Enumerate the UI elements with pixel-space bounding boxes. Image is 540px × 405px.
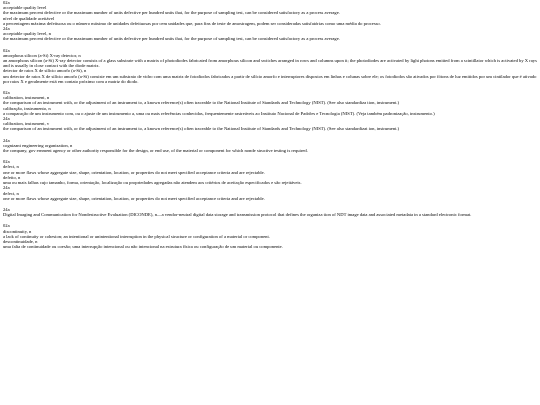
entry-line: 02a	[3, 0, 10, 5]
entry-line: calibration, instrument, v	[3, 121, 50, 127]
entry-line: cognizant engineering organization, n	[3, 142, 73, 148]
entry-line: 02a	[3, 47, 10, 53]
glossary-entry	[3, 159, 537, 201]
entry-line: the comparison of an instrument with, or the adjustment of an instrument to, a known reference(s) often traceable to the National Institute of Standards and Technology (NIST). (See also standardizat ion, instrument.)	[3, 126, 400, 132]
entry-line: the maximum percent defective or the maximum number of units defective per hundred units that, for the purpose of sampling test, can be considered satisfactory as a process average.	[3, 36, 340, 42]
entry-line: defeito, n	[3, 174, 21, 180]
glossary-entry	[3, 0, 537, 42]
entry-line: one or more flaws whose aggregate size, shape, orientation, location, or properties do not meet specified acceptance criteria and are rejectable.	[3, 195, 265, 201]
entry-line: uma ou mais falhas cujo tamanho, forma, orientação, localização ou propriedades agregadas não atendem aos critérios de aceitação especificados e são rejeitáveis.	[3, 180, 302, 186]
entry-line: a percentagem máxima defeituosa ou o número máximo de unidades defeituosas por cem unidades que, para fins de teste de amostragem, podem ser consideradas satisfatórias como uma média do processo.	[3, 20, 381, 26]
entry-line: defect, n	[3, 190, 19, 196]
entry-line: Digital Imaging and Communication for Nondestructive Evaluation (DICONDE), n—a vendor-neutral digital data storage and transmission protocol that defines the organiza tion of NDT image data and associated metadata in a standard electronic format.	[3, 212, 472, 218]
entry-line: detector de raios X de silício amorfo (a-Si), n	[3, 68, 87, 74]
entry-line: descontinuidade, n	[3, 238, 38, 244]
entry-line: the maximum percent defective or the maximum number of units defective per hundred units that, for the purpose of sampling test, can be considered satisfactory as a process average.	[3, 10, 340, 16]
entry-line: a comparação de um instrumento com, ou o ajuste de um instrumento a, uma ou mais referências conhecidas, frequentemente rastreáveis ao Instituto Nacional de Padrões e Tecnologia (NIST). (Veja também padronização, instrumento.)	[3, 110, 435, 116]
glossary-entry	[3, 138, 537, 154]
entry-line: 24a	[3, 206, 10, 212]
entry-line: 02a	[3, 90, 10, 96]
entry-line: uma falta de continuidade ou coesão; uma interrupção intencional ou não intencional na estrutura física ou configuração de um material ou componente.	[3, 244, 283, 250]
entry-line: calibration, instrument, n	[3, 95, 50, 101]
entry-line: nível de qualidade aceitável	[3, 15, 55, 21]
entry-line: 24a	[3, 26, 10, 32]
entry-line: defect, n	[3, 164, 19, 170]
entry-line: 24a	[3, 116, 10, 122]
entry-line: 02a	[3, 159, 10, 165]
entry-line: 24a	[3, 137, 10, 143]
entry-line: 02a	[3, 223, 10, 229]
glossary-entry	[3, 90, 537, 132]
entry-line: amorphous silicon (a-Si) X-ray detector, n	[3, 52, 81, 58]
entry-line: acceptable quality level	[3, 5, 47, 11]
entry-line: the company, gov ernment agency or other authority responsible for the design, or end use, of the material or component for which nonde structive testing is required.	[3, 148, 308, 154]
entry-line: um detector de raios X de silício amorfo (a-Si) consiste em um substrato de vidro com uma matriz de fotodiodos fabricados a partir de silício amorfo e interruptores dispostos em linhas e colunas sobre ele; os fotodiodos são ativados por fótons de luz emitidos por um cintilador que é ativado por raios X e geralmente está em contato próximo com a matriz do diodo.	[3, 73, 537, 84]
entry-line: calibração, instrumento, n	[3, 105, 51, 111]
entry-line: 24a	[3, 185, 10, 191]
entry-line: the comparison of an instrument with, or the adjustment of an instrument to, a known reference(s) often traceable to the National Institute of Standards and Technology (NIST). (See also standardiza tion, instrument.)	[3, 100, 400, 106]
entry-line: acceptable quality level, n	[3, 31, 51, 37]
glossary-entry	[3, 48, 537, 84]
entry-line: discontinuity, n	[3, 228, 32, 234]
glossary-entry	[3, 223, 537, 249]
entry-line: an amorphous silicon (a-Si) X-ray detector consists of a glass substrate with a matrix of photodiodes fabricated from amorphous silicon and switches arranged in rows and columns upon it; the photodiodes are activated by light photons emitted from a scintillator which is activated by X rays and is usually in close contact with the diode matrix.	[3, 58, 537, 69]
entry-line: a lack of continuity or cohesion; an intentional or unintentional interruption in the physical structure or configuration of a material or component.	[3, 233, 270, 239]
glossary-entry	[3, 207, 537, 217]
entry-line: one or more flaws whose aggregate size, shape, orientation, location, or properties do not meet specified acceptance criteria and are rejectable.	[3, 169, 265, 175]
